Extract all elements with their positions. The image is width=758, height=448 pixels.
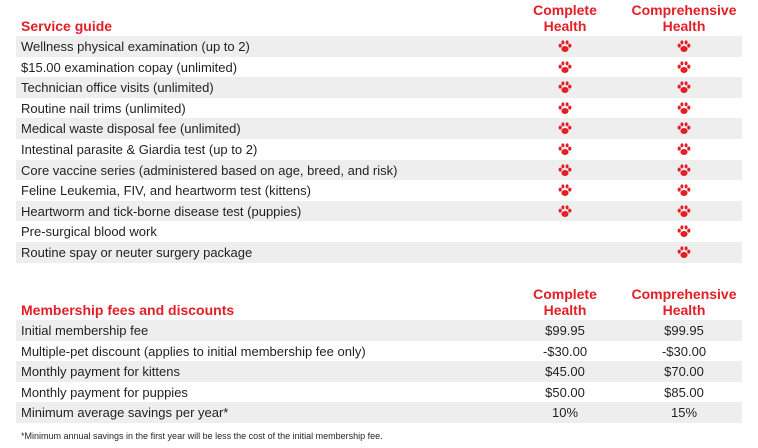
complete-health-cell [505,142,625,157]
comprehensive-health-cell [624,80,744,95]
comprehensive-health-fee: -$30.00 [661,343,707,359]
paw-print-icon [558,184,572,197]
service-rows [16,36,742,263]
service-label: Feline Leukemia, FIV, and heartworm test (kittens) [21,183,311,199]
fee-label: Monthly payment for kittens [21,364,180,380]
complete-health-fee: $99.95 [545,323,585,338]
fee-label: Monthly payment for puppies [21,384,188,400]
paw-print-icon [558,205,572,218]
service-label: Core vaccine series (administered based on age, breed, and risk) [21,162,398,178]
comprehensive-health-cell [624,142,744,157]
service-row [16,139,742,160]
comprehensive-health-cell [624,204,744,219]
footnote: *Minimum annual savings in the first year will be less the cost of the initial membership fee. [21,431,383,441]
paw-print-icon [677,122,691,135]
membership-fees-title: Membership fees and discounts [21,302,235,318]
comprehensive-health-cell [624,101,744,116]
comprehensive-health-column-header: Comprehensive Health [631,2,737,34]
complete-health-cell [505,101,625,116]
comprehensive-health-cell [624,39,744,54]
comprehensive-health-cell [624,183,744,198]
service-label: $15.00 examination copay (unlimited) [21,59,238,75]
fee-label: Initial membership fee [21,323,149,338]
comprehensive-health-cell [624,245,744,260]
service-guide-header [16,0,742,36]
paw-print-icon [677,102,691,115]
paw-print-icon [677,184,691,197]
complete-health-cell [505,204,625,219]
fee-row [16,382,742,403]
service-row [16,98,742,119]
complete-health-fee: $45.00 [545,364,585,380]
membership-fees-header [16,284,742,320]
fee-rows [16,320,742,423]
fee-row [16,341,742,362]
service-label: Technician office visits (unlimited) [21,80,214,96]
paw-print-icon [558,102,572,115]
service-row [16,242,742,263]
service-label: Wellness physical examination (up to 2) [21,39,250,54]
service-guide-title: Service guide [21,18,113,34]
service-row [16,180,742,201]
service-guide-table [16,0,742,263]
comprehensive-health-cell [624,224,744,239]
complete-health-column-header: Complete Health [533,2,597,34]
comprehensive-health-fee: $85.00 [664,384,704,400]
comprehensive-health-fee: 15% [670,405,698,421]
complete-health-fee: $50.00 [545,384,585,400]
paw-print-icon [677,40,691,53]
paw-print-icon [558,61,572,74]
paw-print-icon [558,122,572,135]
service-label: Pre-surgical blood work [21,224,157,240]
service-row [16,57,742,78]
complete-health-fees-column-header: Complete Health [533,286,597,318]
comprehensive-health-cell [624,121,744,136]
fee-row [16,361,742,382]
paw-print-icon [677,81,691,94]
fee-row [16,402,742,423]
comprehensive-health-fee: $70.00 [664,364,704,380]
paw-print-icon [677,61,691,74]
complete-health-cell [505,163,625,178]
paw-print-icon [677,225,691,238]
complete-health-cell [505,39,625,54]
paw-print-icon [558,164,572,177]
complete-health-fee: 10% [551,405,579,421]
paw-print-icon [558,40,572,53]
service-row [16,221,742,242]
complete-health-cell [505,60,625,75]
paw-print-icon [558,81,572,94]
complete-health-fee: -$30.00 [542,343,588,359]
paw-print-icon [677,246,691,259]
service-label: Heartworm and tick-borne disease test (puppies) [21,203,302,219]
service-label: Medical waste disposal fee (unlimited) [21,121,241,137]
service-label: Routine nail trims (unlimited) [21,100,186,116]
complete-health-cell [505,121,625,136]
service-label: Intestinal parasite & Giardia test (up to 2) [21,141,258,157]
comprehensive-health-cell [624,60,744,75]
membership-fees-table [16,284,742,423]
paw-print-icon [558,143,572,156]
fee-label: Multiple-pet discount (applies to initial membership fee only) [21,343,366,359]
service-row [16,36,742,57]
fee-row [16,320,742,341]
service-row [16,77,742,98]
comprehensive-health-fees-column-header: Comprehensive Health [631,286,737,318]
service-row [16,118,742,139]
complete-health-cell [505,80,625,95]
service-row [16,201,742,222]
complete-health-cell [505,183,625,198]
comprehensive-health-cell [624,163,744,178]
paw-print-icon [677,205,691,218]
service-label: Routine spay or neuter surgery package [21,244,253,260]
comprehensive-health-fee: $99.95 [664,323,704,338]
paw-print-icon [677,143,691,156]
paw-print-icon [677,164,691,177]
service-row [16,160,742,181]
fee-label: Minimum average savings per year* [21,405,229,421]
